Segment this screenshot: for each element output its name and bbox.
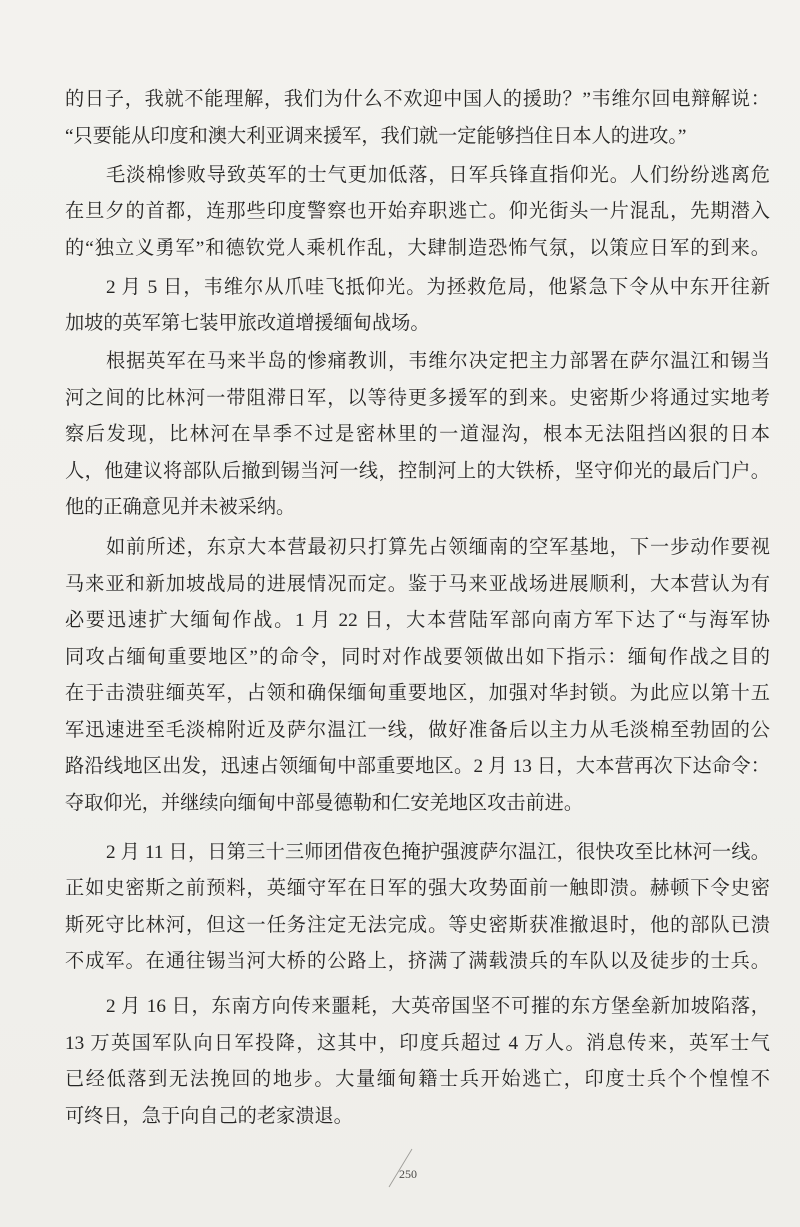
text-line: 的“独立义勇军”和德钦党人乘机作乱，大肆制造恐怖气氛，以策应日军的到来。 [65, 237, 770, 259]
text-line: 13 万英国军队向日军投降，这其中，印度兵超过 4 万人。消息传来，英军士气 [65, 1032, 770, 1054]
paragraph-5 [65, 530, 770, 822]
text-line: 可终日，急于向自己的老家溃退。 [65, 1105, 353, 1127]
text-line: 在于击溃驻缅英军，占领和确保缅甸重要地区，加强对华封锁。为此应以第十五 [65, 683, 770, 704]
paragraph-6 [65, 835, 770, 981]
paragraph-1 [65, 82, 770, 155]
text-line: 他的正确意见并未被采纳。 [65, 497, 296, 518]
text-line: 同攻占缅甸重要地区”的命令，同时对作战要领做出如下指示：缅甸作战之目的 [65, 646, 770, 668]
text-line: 斯死守比林河，但这一任务注定无法完成。等史密斯获准撤退时，他的部队已溃 [65, 914, 770, 936]
text-line: 马来亚和新加坡战局的进展情况而定。鉴于马来亚战场进展顺利，大本营认为有 [65, 573, 770, 595]
text-line: 2 月 16 日，东南方向传来噩耗，大英帝国坚不可摧的东方堡垒新加坡陷落， [106, 996, 770, 1017]
text-line: 人，他建议将部队后撤到锡当河一线，控制河上的大铁桥，坚守仰光的最后门户。 [65, 460, 770, 482]
text-line: 如前所述，东京大本营最初只打算先占领缅南的空军基地，下一步动作要视 [106, 537, 770, 558]
text-line: 正如史密斯之前预料，英缅守军在日军的强大攻势面前一触即溃。赫顿下令史密 [65, 878, 770, 899]
text-line: 夺取仰光，并继续向缅甸中部曼德勒和仁安羌地区攻击前进。 [65, 792, 584, 814]
paragraph-4 [65, 344, 770, 527]
text-line: 的日子，我就不能理解，我们为什么不欢迎中国人的援助？”韦维尔回电辩解说： [65, 89, 770, 110]
text-line: 必要迅速扩大缅甸作战。1 月 22 日，大本营陆军部向南方军下达了“与海军协 [65, 610, 770, 631]
page-number: 250 [399, 1167, 417, 1181]
text-line: 已经低落到无法挽回的地步。大量缅甸籍士兵开始逃亡，印度士兵个个惶惶不 [65, 1069, 770, 1090]
text-line: 根据英军在马来半岛的惨痛教训，韦维尔决定把主力部署在萨尔温江和锡当 [106, 351, 770, 372]
text-line: 2 月 11 日，日第三十三师团借夜色掩护强渡萨尔温江，很快攻至比林河一线。 [106, 841, 770, 863]
text-line: 加坡的英军第七装甲旅改道增援缅甸战场。 [65, 313, 430, 334]
paragraph-3 [65, 270, 770, 343]
text-line: 河之间的比林河一带阻滞日军，以等待更多援军的到来。史密斯少将通过实地考 [65, 387, 770, 409]
text-line: 军迅速进至毛淡棉附近及萨尔温江一线，做好准备后以主力从毛淡棉至勃固的公 [65, 719, 770, 741]
body-text [65, 82, 770, 1135]
text-line: 路沿线地区出发，迅速占领缅甸中部重要地区。2 月 13 日，大本营再次下达命令： [65, 756, 770, 777]
text-line: 2 月 5 日，韦维尔从爪哇飞抵仰光。为拯救危局，他紧急下令从中东开往新 [106, 276, 770, 298]
text-line: “只要能从印度和澳大利亚调来援军，我们就一定能够挡住日本人的进攻。” [65, 125, 687, 147]
text-line: 不成军。在通往锡当河大桥的公路上，挤满了满载溃兵的车队以及徒步的士兵。 [65, 951, 770, 972]
paragraph-2 [65, 158, 770, 268]
paragraph-7 [65, 989, 770, 1135]
text-line: 在旦夕的首都，连那些印度警察也开始弃职逃亡。仰光街头一片混乱，先期潜入 [65, 201, 770, 222]
text-line: 察后发现，比林河在旱季不过是密林里的一道湿沟，根本无法阻挡凶狠的日本 [65, 424, 770, 445]
text-line: 毛淡棉惨败导致英军的士气更加低落，日军兵锋直指仰光。人们纷纷逃离危 [106, 164, 770, 186]
